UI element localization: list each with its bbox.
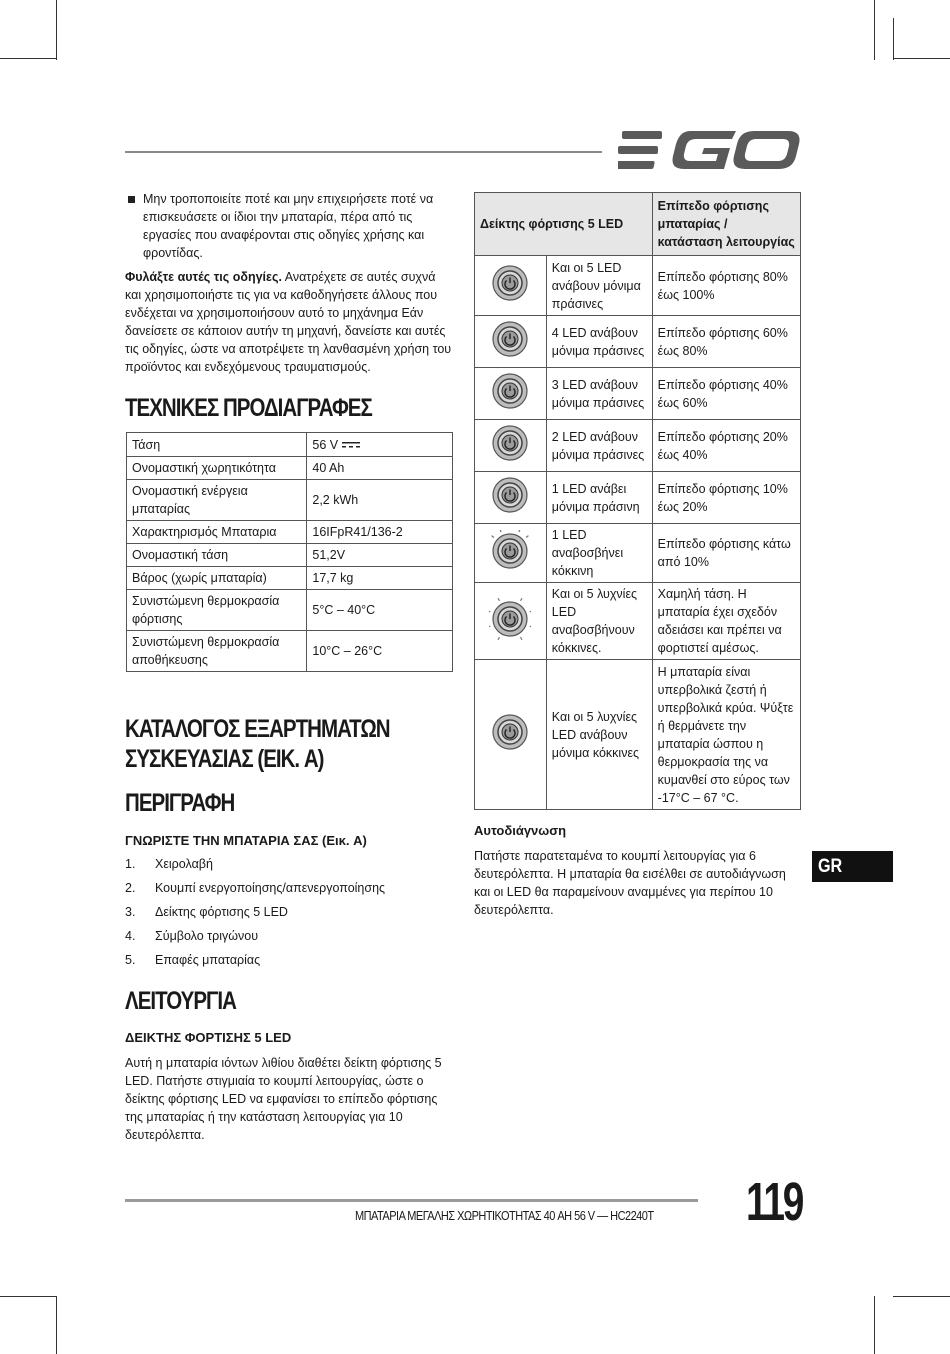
list-item-text: Σύμβολο τριγώνου xyxy=(155,929,259,943)
spec-row xyxy=(127,480,453,521)
spec-label: Βάρος (χωρίς μπαταρία) xyxy=(127,567,307,590)
spec-label: Χαρακτηρισμός Μπαταρια xyxy=(127,521,307,544)
list-item-number: 5. xyxy=(125,953,136,967)
led-icon-cell xyxy=(475,316,547,368)
led-row xyxy=(475,660,801,810)
bullet-text: Μην τροποποιείτε ποτέ και μην επιχειρήσετε ποτέ να επισκευάσετε οι ίδιοι την μπαταρία, πέρα από τις εργασίες που αναφέρονται στις οδηγίες χρήσης και φροντίδας. xyxy=(143,192,434,260)
packing-title-line2: ΣΥΣΚΕΥΑΣΙΑΣ (ΕΙΚ. A) xyxy=(125,745,324,773)
led-header-left: Δείκτης φόρτισης 5 LED xyxy=(475,193,653,256)
list-item-number: 3. xyxy=(125,905,136,919)
parts-list xyxy=(125,857,455,977)
crop-mark xyxy=(874,1296,875,1354)
bullet-square-icon xyxy=(128,196,135,203)
warning-bullet xyxy=(125,190,455,262)
ego-logo xyxy=(618,128,800,177)
spec-value xyxy=(307,590,453,631)
spec-title: ΤΕΧΝΙΚΕΣ ΠΡΟΔΙΑΓΡΑΦΕΣ xyxy=(125,394,372,422)
led-blink-icon xyxy=(489,561,531,575)
charge-level: Η μπαταρία είναι υπερβολικά ζεστή ή υπερβολικά κρύα. Ψύξτε ή θερμάνετε την μπαταρία ώσπου η θερμοκρασία της να κυμανθεί στο εύρος των -17°C – 67 °C. xyxy=(652,660,800,810)
spec-label: Ονομαστική ενέργεια μπαταρίας xyxy=(127,480,307,521)
spec-label: Ονομαστική χωρητικότητα xyxy=(127,457,307,480)
charge-level: Χαμηλή τάση. Η μπαταρία έχει σχεδόν αδειάσει και πρέπει να φορτιστεί αμέσως. xyxy=(652,583,800,660)
save-instructions xyxy=(125,268,455,376)
led-state: Και οι 5 λυχνίες LED ανάβουν μόνιμα κόκκινες xyxy=(546,660,652,810)
led-row xyxy=(475,583,801,660)
spec-value xyxy=(307,480,453,521)
spec-row xyxy=(127,590,453,631)
crop-mark xyxy=(893,1296,950,1297)
led-icon-cell xyxy=(475,472,547,524)
led-state: 3 LED ανάβουν μόνιμα πράσινες xyxy=(546,368,652,420)
description-title: ΠΕΡΙΓΡΑΦΗ xyxy=(125,789,235,817)
crop-mark xyxy=(893,18,894,60)
list-item-text: Επαφές μπαταρίας xyxy=(155,953,261,967)
indicator-text: Αυτή η μπαταρία ιόντων λιθίου διαθέτει δείκτη φόρτισης 5 LED. Πατήστε στιγμιαία το κουμπί λειτουργίας, ώστε ο δείκτης φόρτισης LED να εμφανίσει το επίπεδο φόρτισης της μπαταρίας ή την κατάσταση λειτουργίας για 10 δευτερόλεπτα. xyxy=(125,1056,442,1142)
save-bold: Φυλάξτε αυτές τις οδηγίες. xyxy=(125,270,282,284)
crop-mark xyxy=(0,1296,57,1297)
led-icon-cell xyxy=(475,420,547,472)
led-header-right: Επίπεδο φόρτισης μπαταρίας / κατάσταση λειτουργίας xyxy=(652,193,800,256)
list-item-text: Δείκτης φόρτισης 5 LED xyxy=(155,905,288,919)
led-blink-all-icon xyxy=(489,629,531,643)
led-ring-icon xyxy=(489,453,531,467)
packing-title-line1: ΚΑΤΑΛΟΓΟΣ ΕΞΑΡΤΗΜΑΤΩΝ xyxy=(125,715,390,743)
led-icon-cell xyxy=(475,368,547,420)
spec-value xyxy=(307,433,453,457)
led-state: 1 LED ανάβει μόνιμα πράσινη xyxy=(546,472,652,524)
spec-row xyxy=(127,521,453,544)
spec-label: Τάση xyxy=(127,433,307,457)
spec-value-text: 10°C – 26°C xyxy=(312,644,383,658)
led-row xyxy=(475,420,801,472)
spec-value-text: 51,2V xyxy=(312,548,346,562)
indicator-title: ΔΕΙΚΤΗΣ ΦΟΡΤΙΣΗΣ 5 LED xyxy=(125,1030,292,1045)
led-row xyxy=(475,368,801,420)
spec-label: Ονομαστική τάση xyxy=(127,544,307,567)
selfdiag-text: Πατήστε παρατεταμένα το κουμπί λειτουργίας για 6 δευτερόλεπτα. Η μπαταρία θα εισέλθει σε αυτοδιάγνωση και οι LED θα παραμείνουν αναμμένες για περίπου 10 δευτερόλεπτα. xyxy=(474,849,786,917)
spec-row xyxy=(127,631,453,672)
led-state: 4 LED ανάβουν μόνιμα πράσινες xyxy=(546,316,652,368)
list-item xyxy=(125,953,455,977)
know-battery-title: ΓΝΩΡΙΣΤΕ ΤΗΝ ΜΠΑΤΑΡΙΑ ΣΑΣ (Εικ. A) xyxy=(125,833,367,848)
dc-symbol-icon xyxy=(338,438,360,452)
spec-value-text: 5°C – 40°C xyxy=(312,603,376,617)
led-table xyxy=(474,192,801,810)
crop-mark xyxy=(893,58,950,59)
charge-level: Επίπεδο φόρτισης 10% έως 20% xyxy=(652,472,800,524)
list-item xyxy=(125,929,455,953)
spec-value-text: 40 Ah xyxy=(312,461,345,475)
language-tab-label: GR xyxy=(818,856,843,877)
spec-row xyxy=(127,457,453,480)
crop-mark xyxy=(56,1296,57,1354)
led-ring-icon xyxy=(489,742,531,756)
led-row xyxy=(475,472,801,524)
crop-mark xyxy=(0,58,57,59)
led-row xyxy=(475,524,801,583)
crop-mark xyxy=(874,0,875,60)
spec-value xyxy=(307,457,453,480)
list-item-number: 4. xyxy=(125,929,136,943)
page-number: 119 xyxy=(746,1172,803,1232)
charge-level: Επίπεδο φόρτισης 80% έως 100% xyxy=(652,256,800,316)
spec-value-text: 2,2 kWh xyxy=(312,493,359,507)
selfdiag-title: Αυτοδιάγνωση xyxy=(474,823,567,838)
list-item xyxy=(125,905,455,929)
list-item-text: Χειρολαβή xyxy=(155,857,213,871)
led-ring-icon xyxy=(489,401,531,415)
led-state: 1 LED αναβοσβήνει κόκκινη xyxy=(546,524,652,583)
spec-row xyxy=(127,433,453,457)
led-ring-icon xyxy=(489,349,531,363)
spec-label: Συνιστώμενη θερμοκρασία αποθήκευσης xyxy=(127,631,307,672)
spec-table xyxy=(126,432,453,672)
save-text: Ανατρέχετε σε αυτές συχνά και χρησιμοποιήστε τις για να καθοδηγήσετε άλλους που ενδέχεται να χρησιμοποιήσουν αυτό το μηχάνημα Εάν δανείσετε σε κάποιον αυτήν τη μηχανή, δανείστε και αυτές τις οδηγίες, ώστε να αποτρέψετε τη λανθασμένη χρήση του προϊόντος και ενδεχόμενους τραυματισμούς. xyxy=(125,270,452,374)
led-icon-cell xyxy=(475,524,547,583)
led-state: 2 LED ανάβουν μόνιμα πράσινες xyxy=(546,420,652,472)
led-icon-cell xyxy=(475,583,547,660)
spec-row xyxy=(127,544,453,567)
list-item xyxy=(125,857,455,881)
charge-level: Επίπεδο φόρτισης κάτω από 10% xyxy=(652,524,800,583)
header-rule xyxy=(125,151,602,153)
led-row xyxy=(475,316,801,368)
spec-value-text: 56 V xyxy=(312,437,339,452)
charge-level: Επίπεδο φόρτισης 20% έως 40% xyxy=(652,420,800,472)
spec-value-text: 16IFpR41/136-2 xyxy=(312,525,403,539)
led-state: Και οι 5 λυχνίες LED αναβοσβήνουν κόκκινες. xyxy=(546,583,652,660)
led-ring-icon xyxy=(489,293,531,307)
led-row xyxy=(475,256,801,316)
spec-label: Συνιστώμενη θερμοκρασία φόρτισης xyxy=(127,590,307,631)
footer-text: ΜΠΑΤΑΡΙΑ ΜΕΓΑΛΗΣ ΧΩΡΗΤΙΚΟΤΗΤΑΣ 40 AH 56 V — HC2240T xyxy=(355,1209,654,1223)
list-item-number: 1. xyxy=(125,857,136,871)
list-item-number: 2. xyxy=(125,881,136,895)
spec-value-text: 17,7 kg xyxy=(312,571,354,585)
spec-value xyxy=(307,521,453,544)
led-state: Και οι 5 LED ανάβουν μόνιμα πράσινες xyxy=(546,256,652,316)
footer-rule xyxy=(125,1199,698,1202)
led-ring-icon xyxy=(489,505,531,519)
charge-level: Επίπεδο φόρτισης 60% έως 80% xyxy=(652,316,800,368)
crop-mark xyxy=(56,0,57,60)
led-icon-cell xyxy=(475,660,547,810)
spec-value xyxy=(307,631,453,672)
list-item xyxy=(125,881,455,905)
spec-row xyxy=(127,567,453,590)
operation-title: ΛΕΙΤΟΥΡΓΙΑ xyxy=(125,987,236,1015)
charge-level: Επίπεδο φόρτισης 40% έως 60% xyxy=(652,368,800,420)
spec-value xyxy=(307,567,453,590)
spec-value xyxy=(307,544,453,567)
led-icon-cell xyxy=(475,256,547,316)
list-item-text: Κουμπί ενεργοποίησης/απενεργοποίησης xyxy=(155,881,386,895)
language-tab xyxy=(812,851,893,882)
